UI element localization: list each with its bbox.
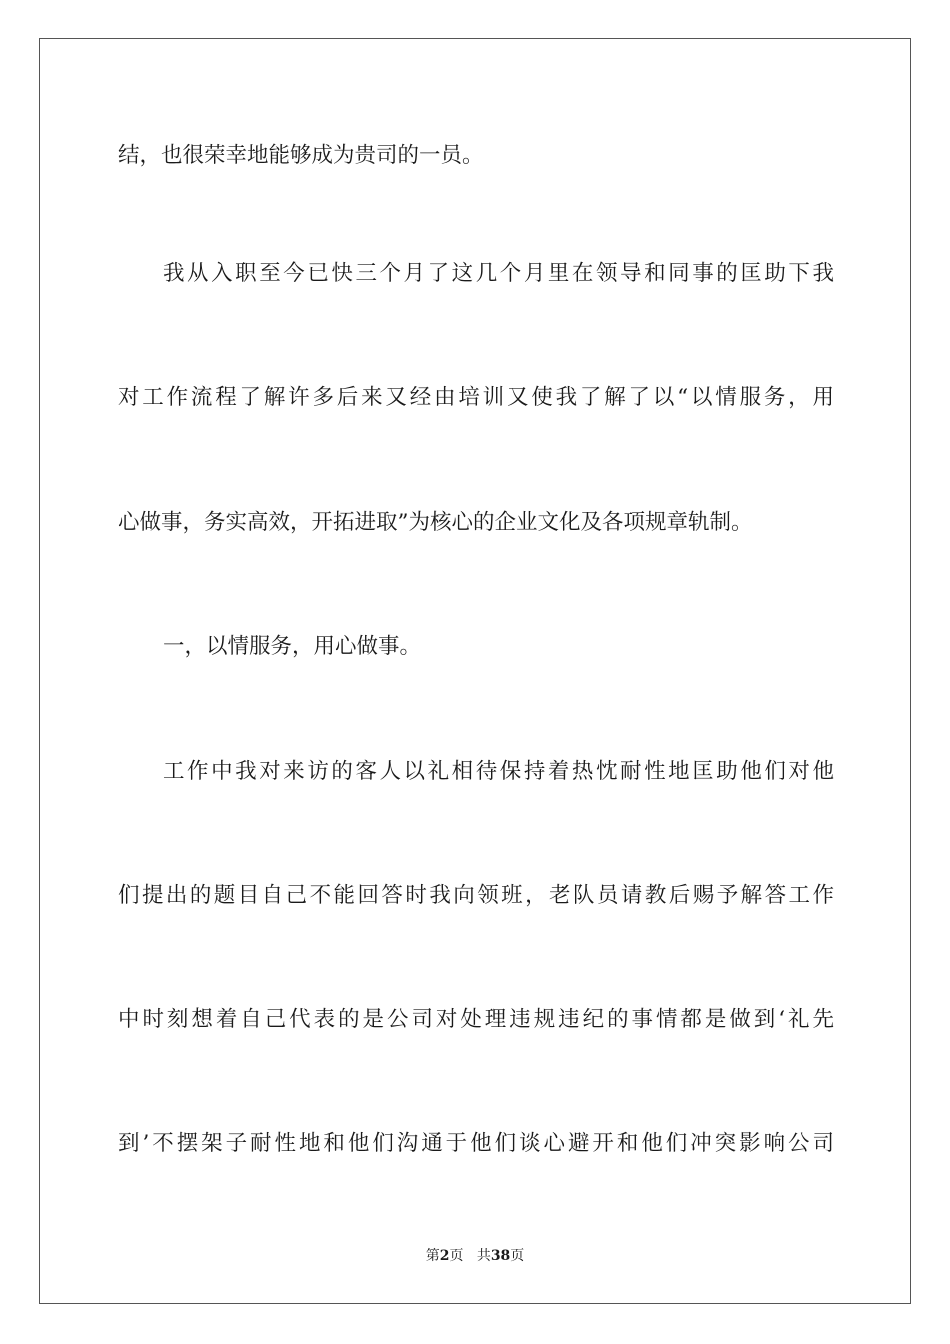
paragraph-line: 我从入职至今已快三个月了这几个月里在领导和同事的匡助下我 <box>163 261 834 286</box>
page-number: 2 <box>439 1248 450 1264</box>
total-suffix: 页 <box>510 1248 525 1264</box>
paragraph-line: 们提出的题目自己不能回答时我向领班，老队员请教后赐予解答工作 <box>118 883 834 908</box>
section-heading: 一，以情服务，用心做事。 <box>163 634 422 659</box>
page-suffix: 页 <box>449 1248 464 1264</box>
paragraph-line: 对工作流程了解许多后来又经由培训又使我了解了以“以情服务，用 <box>118 385 834 410</box>
page-footer <box>0 1247 950 1265</box>
paragraph-line: 到’不摆架子耐性地和他们沟通于他们谈心避开和他们冲突影响公司 <box>118 1131 834 1156</box>
total-pages: 38 <box>490 1248 511 1264</box>
total-prefix: 共 <box>476 1248 491 1264</box>
page-border <box>39 38 911 1304</box>
paragraph-line: 中时刻想着自己代表的是公司对处理违规违纪的事情都是做到‘礼先 <box>118 1007 834 1032</box>
paragraph-line: 结，也很荣幸地能够成为贵司的一员。 <box>118 143 484 168</box>
paragraph-line: 工作中我对来访的客人以礼相待保持着热忱耐性地匡助他们对他 <box>163 759 834 784</box>
page-prefix: 第 <box>425 1248 440 1264</box>
paragraph-line: 心做事，务实高效，开拓进取”为核心的企业文化及各项规章轨制。 <box>118 510 753 535</box>
